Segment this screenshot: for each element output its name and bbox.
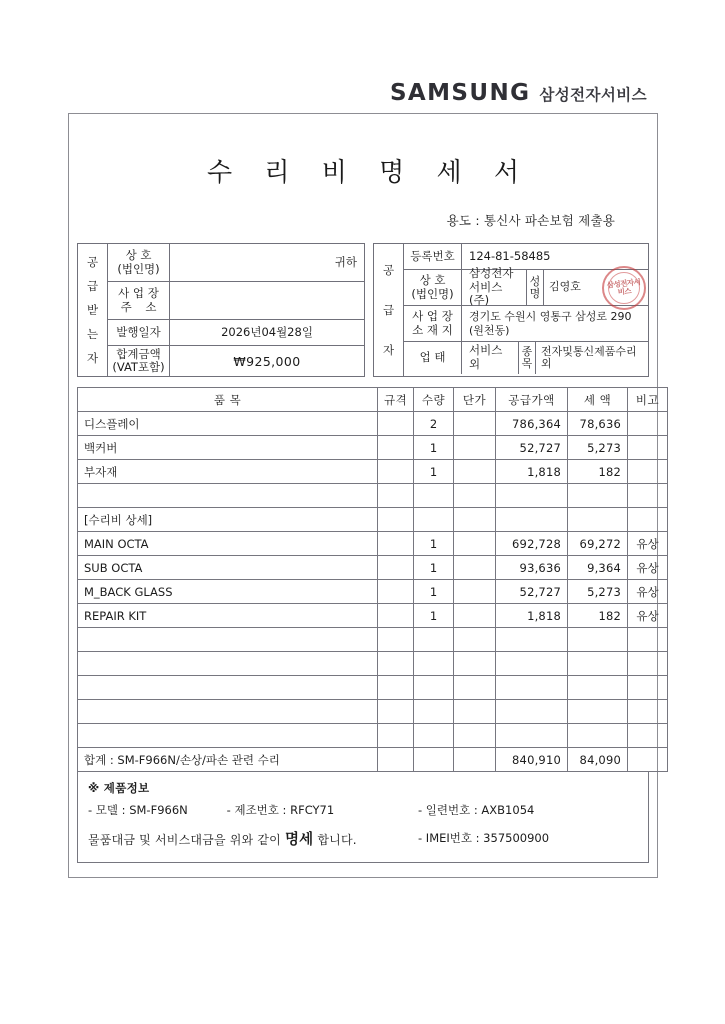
cell-spec xyxy=(378,628,414,652)
cell-item: SUB OCTA xyxy=(78,556,378,580)
cell-qty: 1 xyxy=(414,460,454,484)
receiver-company-label-line1: 상 호 xyxy=(125,248,152,263)
cell-note xyxy=(628,676,668,700)
cell-item xyxy=(78,652,378,676)
document-title: 수 리 비 명 세 서 xyxy=(206,158,532,188)
cell-tax xyxy=(568,652,628,676)
supplier-business-item-label-line1: 종 xyxy=(521,345,533,359)
table-body xyxy=(78,412,668,748)
company-seal-stamp-icon xyxy=(602,266,646,310)
product-imei-no: - IMEI번호 : 357500900 xyxy=(418,830,550,845)
supplier-business-type-label-text: 업 태 xyxy=(419,350,446,365)
cell-item: [수리비 상세] xyxy=(78,508,378,532)
cell-supply-amount xyxy=(496,700,568,724)
cell-spec xyxy=(378,652,414,676)
cell-qty xyxy=(414,676,454,700)
cell-tax: 78,636 xyxy=(568,412,628,436)
table-row xyxy=(78,532,668,556)
receiver-label-char-1: 급 xyxy=(86,278,99,293)
cell-spec xyxy=(378,724,414,748)
cell-note xyxy=(628,700,668,724)
cell-supply-amount xyxy=(496,508,568,532)
cell-spec xyxy=(378,508,414,532)
supplier-company-row xyxy=(404,265,648,308)
cell-supply-amount xyxy=(496,652,568,676)
cell-tax xyxy=(568,724,628,748)
receiver-company-label-line2: (법인명) xyxy=(117,261,160,276)
cell-unit-price xyxy=(454,676,496,700)
header-supply-amount: 공급가액 xyxy=(496,388,568,412)
header-note: 비고 xyxy=(628,388,668,412)
total-note xyxy=(628,748,668,772)
cell-note xyxy=(628,652,668,676)
receiver-issue-date-label: 발행일자 xyxy=(108,320,170,345)
cell-spec xyxy=(378,484,414,508)
statement-suffix: 합니다. xyxy=(317,832,357,847)
receiver-address-value[interactable] xyxy=(170,282,364,319)
document-purpose: 용도 : 통신사 파손보험 제출용 xyxy=(446,213,615,228)
total-tax: 84,090 xyxy=(568,748,628,772)
supplier-company-label xyxy=(404,270,462,305)
supplier-company-label-line2: (법인명) xyxy=(411,286,454,301)
cell-note: 유상 xyxy=(628,604,668,628)
cell-spec xyxy=(378,556,414,580)
supplier-business-item-label xyxy=(518,342,536,374)
cell-supply-amount: 692,728 xyxy=(496,532,568,556)
cell-unit-price xyxy=(454,652,496,676)
supplier-address-label-line2: 소 재 지 xyxy=(412,322,453,337)
cell-item: 부자재 xyxy=(78,460,378,484)
supplier-business-type-value: 서비스외 xyxy=(469,343,503,371)
samsung-brand-header xyxy=(390,80,647,106)
cell-qty: 1 xyxy=(414,532,454,556)
supplier-address-value: 경기도 수원시 영통구 삼성로 290 (원천동) xyxy=(469,309,632,337)
supplier-address-label-line1: 사 업 장 xyxy=(412,309,453,324)
cell-spec xyxy=(378,460,414,484)
receiver-company-value[interactable]: 귀하 xyxy=(334,254,357,269)
receiver-vertical-label xyxy=(78,244,108,376)
supplier-name-label xyxy=(526,270,544,305)
supplier-company-label-line1: 상 호 xyxy=(419,273,446,288)
receiver-issue-date-row xyxy=(108,320,364,346)
cell-tax: 182 xyxy=(568,604,628,628)
cell-note xyxy=(628,628,668,652)
cell-note xyxy=(628,724,668,748)
cell-unit-price xyxy=(454,604,496,628)
cell-unit-price xyxy=(454,484,496,508)
supplier-box xyxy=(373,243,649,377)
cell-unit-price xyxy=(454,724,496,748)
cell-spec xyxy=(378,436,414,460)
table-row xyxy=(78,484,668,508)
cell-qty: 1 xyxy=(414,604,454,628)
total-supply-amount: 840,910 xyxy=(496,748,568,772)
supplier-business-item-label-line2: 목 xyxy=(521,357,533,370)
receiver-address-label-line2: 주 소 xyxy=(120,299,162,314)
header-tax: 세 액 xyxy=(568,388,628,412)
samsung-service-korean-name: 삼성전자서비스 xyxy=(539,86,647,104)
table-row xyxy=(78,436,668,460)
table-row xyxy=(78,700,668,724)
receiver-address-row xyxy=(108,282,364,320)
table-row xyxy=(78,556,668,580)
receiver-company-label xyxy=(108,244,170,281)
header-spec: 규격 xyxy=(378,388,414,412)
cell-supply-amount: 1,818 xyxy=(496,604,568,628)
product-serial-no: - 일련번호 : AXB1054 xyxy=(418,803,535,817)
receiver-company-row xyxy=(108,244,364,282)
receiver-label-char-4: 자 xyxy=(86,350,99,365)
cell-supply-amount: 1,818 xyxy=(496,460,568,484)
cell-unit-price xyxy=(454,508,496,532)
cell-qty: 2 xyxy=(414,412,454,436)
total-row xyxy=(78,748,668,772)
cell-tax: 9,364 xyxy=(568,556,628,580)
product-info-title: ※ 제품정보 xyxy=(88,781,150,795)
table-row xyxy=(78,580,668,604)
cell-unit-price xyxy=(454,436,496,460)
cell-supply-amount xyxy=(496,676,568,700)
cell-unit-price xyxy=(454,700,496,724)
supplier-business-type-label xyxy=(404,342,462,374)
receiver-total-label-line1: 합계금액 xyxy=(116,346,161,361)
cell-spec xyxy=(378,532,414,556)
receiver-label-char-2: 받 xyxy=(86,302,99,317)
supplier-name-label-line1: 성 xyxy=(529,274,541,288)
cell-qty xyxy=(414,508,454,532)
cell-tax: 5,273 xyxy=(568,580,628,604)
cell-note xyxy=(628,436,668,460)
cell-supply-amount: 786,364 xyxy=(496,412,568,436)
supplier-label-char-2: 자 xyxy=(382,342,395,357)
receiver-address-label xyxy=(108,282,170,319)
supplier-vertical-label xyxy=(374,244,404,376)
party-information-section xyxy=(77,243,649,377)
table-row xyxy=(78,460,668,484)
total-spec xyxy=(378,748,414,772)
supplier-name-value: 김영호 xyxy=(549,280,581,294)
table-row xyxy=(78,676,668,700)
cell-spec xyxy=(378,580,414,604)
header-unit-price: 단가 xyxy=(454,388,496,412)
cell-item: 디스플레이 xyxy=(78,412,378,436)
cell-unit-price xyxy=(454,580,496,604)
receiver-address-label-line1: 사 업 장 xyxy=(118,286,159,301)
supplier-business-item-value: 전자및통신제품수리외 xyxy=(541,344,637,370)
cell-note xyxy=(628,460,668,484)
cell-qty xyxy=(414,724,454,748)
total-unit-price xyxy=(454,748,496,772)
cell-note: 유상 xyxy=(628,556,668,580)
total-qty xyxy=(414,748,454,772)
total-label: 합계 : SM-F966N/손상/파손 관련 수리 xyxy=(78,748,378,772)
table-header-row xyxy=(78,388,668,412)
cell-unit-price xyxy=(454,460,496,484)
cell-item xyxy=(78,700,378,724)
cell-supply-amount xyxy=(496,484,568,508)
table-row xyxy=(78,508,668,532)
cell-tax: 182 xyxy=(568,460,628,484)
supplier-company-value: 삼성전자서비스(주) xyxy=(469,265,514,308)
product-info-section xyxy=(77,772,649,863)
cell-item: MAIN OCTA xyxy=(78,532,378,556)
cell-qty: 1 xyxy=(414,436,454,460)
cell-unit-price xyxy=(454,412,496,436)
declaration-statement xyxy=(88,831,418,850)
product-model-line xyxy=(88,803,418,818)
cell-spec xyxy=(378,676,414,700)
invoice-document xyxy=(68,113,658,878)
cell-item: REPAIR KIT xyxy=(78,604,378,628)
cell-note xyxy=(628,508,668,532)
receiver-total-label xyxy=(108,346,170,376)
receiver-issue-date-value[interactable]: 2026년04월28일 xyxy=(221,324,313,339)
samsung-wordmark: SAMSUNG xyxy=(389,80,531,106)
supplier-registration-value: 124-81-58485 xyxy=(469,248,551,263)
product-manufacture-no: - 제조번호 : RFCY71 xyxy=(226,803,335,817)
cell-tax xyxy=(568,676,628,700)
receiver-total-label-line2: (VAT포함) xyxy=(112,360,165,374)
supplier-address-label xyxy=(404,306,462,341)
receiver-total-row xyxy=(108,346,364,376)
cell-tax: 5,273 xyxy=(568,436,628,460)
cell-unit-price xyxy=(454,556,496,580)
header-qty: 수량 xyxy=(414,388,454,412)
receiver-total-value: ₩925,000 xyxy=(233,353,301,369)
supplier-address-row xyxy=(404,306,648,342)
supplier-name-value-cell xyxy=(544,270,648,305)
cell-note: 유상 xyxy=(628,532,668,556)
cell-unit-price xyxy=(454,532,496,556)
statement-prefix: 물품대금 및 서비스대금을 위와 같이 xyxy=(88,832,281,847)
supplier-registration-row xyxy=(404,244,648,270)
receiver-label-char-3: 는 xyxy=(86,326,99,341)
supplier-label-char-0: 공 xyxy=(382,262,395,277)
cell-note xyxy=(628,412,668,436)
supplier-registration-label: 등록번호 xyxy=(404,244,462,269)
supplier-label-char-1: 급 xyxy=(382,302,395,317)
supplier-name-label-line2: 명 xyxy=(529,286,541,300)
cell-supply-amount xyxy=(496,724,568,748)
supplier-business-row xyxy=(404,342,648,374)
table-row xyxy=(78,652,668,676)
cell-tax: 69,272 xyxy=(568,532,628,556)
cell-qty: 1 xyxy=(414,580,454,604)
cell-qty xyxy=(414,628,454,652)
cell-supply-amount xyxy=(496,628,568,652)
cell-spec xyxy=(378,700,414,724)
cell-qty xyxy=(414,484,454,508)
table-row xyxy=(78,412,668,436)
statement-emphasis: 명세 xyxy=(284,831,314,848)
cell-supply-amount: 93,636 xyxy=(496,556,568,580)
cell-item xyxy=(78,628,378,652)
seal-text: 삼성전자서비스 xyxy=(606,277,641,297)
cell-tax xyxy=(568,508,628,532)
line-items-table xyxy=(77,387,668,772)
cell-note: 유상 xyxy=(628,580,668,604)
cell-qty: 1 xyxy=(414,556,454,580)
header-item: 품 목 xyxy=(78,388,378,412)
table-row xyxy=(78,604,668,628)
cell-supply-amount: 52,727 xyxy=(496,436,568,460)
cell-tax xyxy=(568,700,628,724)
receiver-box xyxy=(77,243,365,377)
cell-item xyxy=(78,724,378,748)
receiver-label-char-0: 공 xyxy=(86,254,99,269)
cell-qty xyxy=(414,652,454,676)
cell-qty xyxy=(414,700,454,724)
table-row xyxy=(78,628,668,652)
cell-note xyxy=(628,484,668,508)
cell-item: M_BACK GLASS xyxy=(78,580,378,604)
cell-spec xyxy=(378,604,414,628)
cell-item xyxy=(78,676,378,700)
cell-tax xyxy=(568,628,628,652)
product-model: - 모델 : SM-F966N xyxy=(88,803,188,817)
cell-spec xyxy=(378,412,414,436)
table-row xyxy=(78,724,668,748)
cell-item: 백커버 xyxy=(78,436,378,460)
cell-unit-price xyxy=(454,628,496,652)
cell-tax xyxy=(568,484,628,508)
cell-supply-amount: 52,727 xyxy=(496,580,568,604)
cell-item xyxy=(78,484,378,508)
